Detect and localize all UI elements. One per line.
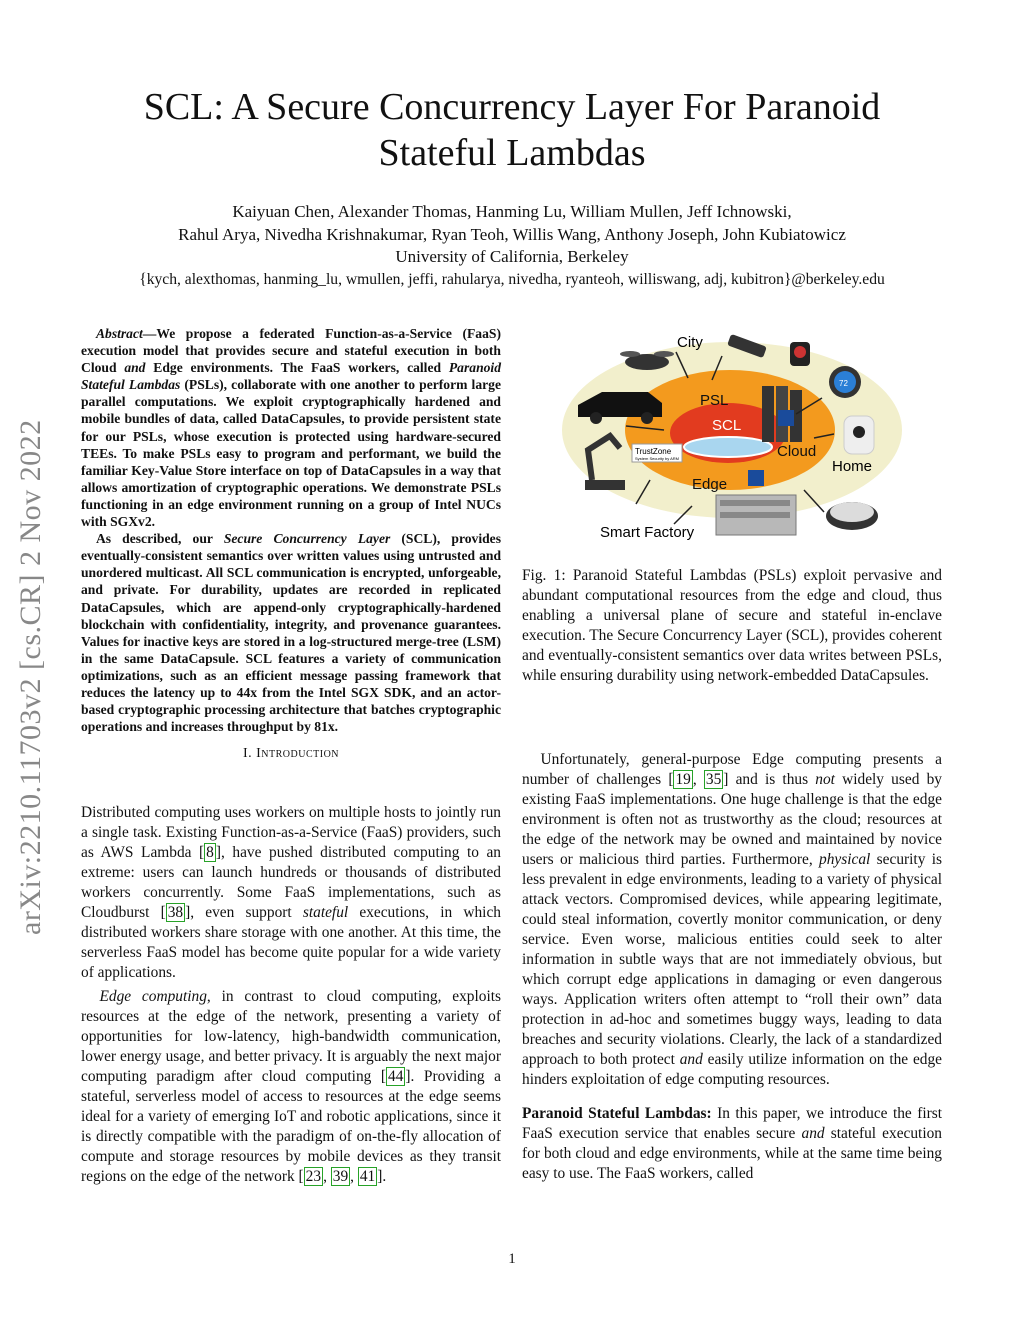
- citation-link[interactable]: 41: [359, 1168, 376, 1185]
- label-scl: SCL: [712, 417, 742, 434]
- abstract-text: Edge environments. The FaaS workers, called: [145, 360, 449, 376]
- emph-text: and: [679, 1051, 703, 1068]
- figure-1-caption: [522, 566, 942, 686]
- thermostat-icon: [829, 366, 861, 398]
- abstract-text: (SCL), provides eventually-consistent semantics over written values using untrusted and unordered multicast. All SCL communication is encrypted, unforgeable, and private. For durability, updates are recorded in replicated DataCapsules, which are append-only cryptographically-hardened blockchain with confidentiality, integrity, and provenance guarantees. Values for inactive keys are stored in a log-structured merge-tree (LSM) in the same DataCapsule. SCL features a variety of communication optimizations, such as an efficient message passing framework that reduces the latency up to 44x from the Intel SGX SDK, and an actor-based cryptographic processing architecture that batches cryptographic operations and increases throughput by 81x.: [81, 531, 502, 735]
- citation-link[interactable]: 39: [332, 1168, 349, 1185]
- authors-line-2: Rahul Arya, Nivedha Krishnakumar, Ryan Teoh, Willis Wang, Anthony Joseph, John Kubiatowicz: [178, 224, 846, 244]
- citation-link[interactable]: 8: [206, 844, 214, 861]
- thermostat-value: 72: [839, 379, 848, 388]
- page-number: 1: [508, 1251, 516, 1267]
- abstract-text: (PSLs), collaborate with one another to perform large parallel computations. We exploit cryptographically hardened and mobile bundles of data, called DataCapsules, to provide persistent state for our PSLs, whose execution is protected using hardware-secured TEEs. To make PSLs easy to program and performant, we build the familiar Key-Value Store interface on top of DataCapsules in a way that allows amortization of cryptographic operations. We demonstrate PSLs functioning in an edge environment running on a group of Intel NUCs with SGXv2.: [81, 377, 501, 530]
- abstract-p1: [81, 325, 501, 530]
- body-text: , in contrast to cloud computing, exploits resources at the edge of the network, presenting a variety of opportunities for low-latency, high-bandwidth communication, lower energy usage, and better privacy. It is arguably the next major computing paradigm after cloud computing [: [81, 988, 502, 1085]
- body-text: ] and is thus: [723, 771, 816, 788]
- paragraph-heading: Paranoid Stateful Lambdas:: [522, 1105, 712, 1122]
- abstract: [81, 325, 501, 735]
- introduction-text: [81, 803, 501, 1187]
- label-psl: PSL: [700, 392, 729, 409]
- abstract-label: Abstract: [95, 326, 143, 341]
- right-column-text: [522, 750, 942, 1184]
- citation-link[interactable]: 19: [675, 771, 691, 788]
- body-text: Distributed computing uses workers on multiple hosts to jointly run a single task. Existing Function-as-a-Service (FaaS) providers, such as AWS Lambda [: [81, 804, 501, 861]
- body-text: ]. Providing a stateful, serverless model of access to resources at the edge seems ideal for a variety of emerging IoT and robotic applications, since it is directly compatible with the paradigm of on-the-fly allocation of compute and storage resources by mobile devices as they transit regions on the edge of the network [: [81, 1068, 501, 1185]
- abstract-text: As described, our: [95, 531, 224, 547]
- abstract-emph: Secure Concurrency Layer: [223, 531, 391, 547]
- right-p1: Unfortunately, general-purpose Edge computing presents a number of challenges [ 19 , 35 ] and is thus not widely used by existing FaaS implementations. One huge challenge is that the edge environment is often not as trustworthy as the cloud; resources at the edge of the network may be owned and maintained by novice users or malicious third parties. Furthermore, physical security is less prevalent in edge environments, leading to a variety of physical attack vectors. Compromised devices, while appearing legitimate, could steal information, covertly monitor communication, or deny service. Even worse, malicious entities could seek to alter information in subtle ways that are not immediately obvious, but which corrupt edge applications in damaging or even dangerous ways. Application writers often attempt to “roll their own” data protection in ad-hoc and sometimes buggy ways, leading to data breaches and security violations. Clearly, the lack of a standardized approach to both protect and easily utilize information on the edge hinders exploitation of edge computing resources.: [522, 751, 942, 1088]
- home-camera-icon: [844, 416, 874, 454]
- robot-vacuum-icon: [826, 502, 878, 530]
- arxiv-stamp: arXiv:2210.11703v2 [cs.CR] 2 Nov 2022: [14, 419, 47, 935]
- citation-link[interactable]: 23: [305, 1168, 322, 1185]
- intro-p1: [81, 803, 501, 983]
- caption-text: Fig. 1: Paranoid Stateful Lambdas (PSLs) exploit pervasive and abundant computational resources from the edge and cloud, thus enabling a universal plane of secure and stateful in-enclave execution. The Secure Concurrency Layer (SCL), provides coherent and eventually-consistent semantics over data writes between PSLs, while ensuring durability using network-embedded DataCapsules.: [522, 567, 942, 684]
- nuc-cluster-icon: [716, 495, 796, 535]
- body-text: In this paper, we introduce the first FaaS execution service that enables secure: [522, 1105, 943, 1142]
- section-heading: [81, 746, 501, 762]
- label-smart-factory: Smart Factory: [600, 524, 695, 541]
- title-line-1: SCL: A Secure Concurrency Layer For Paranoid: [143, 86, 881, 128]
- label-edge: Edge: [692, 476, 728, 493]
- authors-line-1: Kaiyuan Chen, Alexander Thomas, Hanming Lu, William Mullen, Jeff Ichnowski,: [232, 202, 792, 221]
- emph-text: and: [801, 1125, 825, 1142]
- emph-text: physical: [819, 851, 871, 868]
- trustzone-text: TrustZone: [635, 447, 672, 456]
- title-line-2: Stateful Lambdas: [378, 132, 646, 174]
- label-home: Home: [832, 458, 873, 475]
- label-cloud: Cloud: [777, 443, 817, 460]
- body-text: ], even support: [185, 904, 303, 921]
- citation-link[interactable]: 38: [167, 904, 184, 921]
- body-text: Unfortunately, general-purpose Edge computing presents a number of challenges [: [522, 751, 942, 788]
- section-number: I.: [242, 746, 253, 761]
- body-text: ], have pushed distributed computing to an extreme: users can launch hundreds or thousands of distributed workers concurrently. Some FaaS implementations, such as Cloudburst [: [81, 844, 501, 921]
- intro-p2: Edge computing, in contrast to cloud computing, exploits resources at the edge of the network, presenting a variety of opportunities for low-latency, high-bandwidth communication, lower energy usage, and better privacy. It is arguably the next major computing paradigm after cloud computing [ 44 ]. Providing a stateful, serverless model of access to resources at the edge seems ideal for a variety of emerging IoT and robotic applications, since it is directly compatible with the paradigm of on-the-fly allocation of compute and storage resources by mobile devices as they transit regions on the edge of the network [ 23 , 39 , 41 ].: [81, 988, 502, 1185]
- scl-ring-icon: [684, 437, 772, 457]
- body-text: security is less prevalent in edge environments, leading to a variety of physical attack vectors. Compromised devices, while appearing legitimate, could steal information, covertly monitor communication, or deny service. Even worse, malicious entities could seek to alter information in subtle ways that are not immediately obvious, but which corrupt edge applications in damaging or even dangerous ways. Application writers often attempt to “roll their own” data protection in ad-hoc and sometimes buggy ways, leading to data breaches and security violations. Clearly, the lack of a standardized approach to both protect: [522, 851, 942, 1068]
- label-city: City: [677, 334, 703, 351]
- citation-link[interactable]: 44: [388, 1068, 404, 1085]
- emph-text: not: [815, 771, 835, 788]
- abstract-emph: and: [124, 360, 146, 376]
- body-text: executions, in which distributed workers share storage with one another. At this time, the serverless FaaS model has become quite popular for a wide variety of applications.: [81, 904, 501, 981]
- abstract-text: —We propose a federated Function-as-a-Service (FaaS) execution model that provides secure and stateful execution in both Cloud: [81, 326, 501, 376]
- body-text: easily utilize information on the edge hinders exploitation of edge computing resources.: [522, 1051, 942, 1088]
- body-text: widely used by existing FaaS implementations. One huge challenge is that the edge environment is often not as trustworthy as the cloud; resources at the edge of the network may be owned and maintained by novice users or malicious third parties. Furthermore,: [522, 771, 942, 868]
- figure-1-diagram: [552, 330, 914, 550]
- author-block: [0, 201, 1024, 291]
- section-title: Introduction: [256, 746, 340, 761]
- abstract-p2: [81, 530, 501, 735]
- affiliation: University of California, Berkeley: [395, 247, 629, 266]
- citation-link[interactable]: 35: [705, 771, 722, 788]
- author-emails: {kych, alexthomas, hanming_lu, wmullen, jeffi, rahularya, nivedha, ryanteoh, williswang, adj, kubitron}@berkeley.edu: [139, 270, 885, 288]
- emph-text: Edge computing: [99, 988, 207, 1005]
- abstract-emph: Paranoid Stateful Lambdas: [81, 360, 501, 393]
- right-p2: [522, 1104, 942, 1184]
- body-text: stateful execution for both cloud and edge environments, while at the same time being easy to use. The FaaS workers, called: [522, 1125, 942, 1182]
- camera-icon: [790, 342, 810, 366]
- paper-title: [0, 84, 1024, 176]
- emph-text: stateful: [302, 904, 349, 921]
- body-text: ].: [377, 1168, 387, 1185]
- trustzone-subtext: System Security by ARM: [635, 456, 680, 461]
